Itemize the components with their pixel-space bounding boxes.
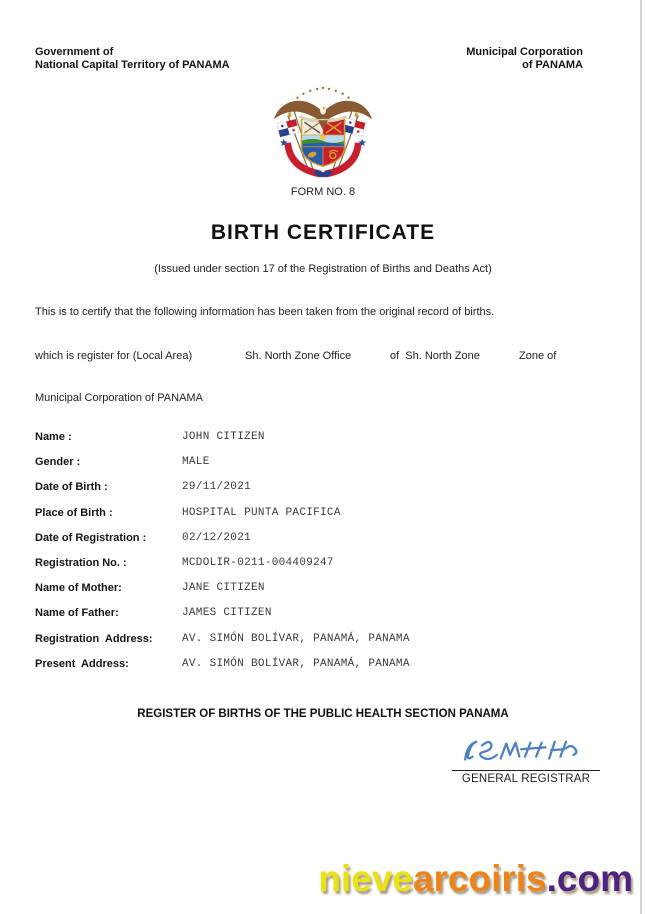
site-watermark bbox=[318, 858, 633, 900]
scan-edge-line bbox=[640, 0, 642, 914]
field-row-date-of-birth bbox=[35, 481, 616, 506]
register-line bbox=[0, 350, 646, 364]
field-value: 29/11/2021 bbox=[182, 481, 252, 494]
registrar-signature bbox=[454, 735, 594, 769]
field-label: Place of Birth : bbox=[35, 506, 113, 519]
field-value: JAMES CITIZEN bbox=[182, 607, 272, 620]
field-label: Present Address: bbox=[35, 657, 129, 670]
field-value: HOSPITAL PUNTA PACIFICA bbox=[182, 506, 341, 519]
field-value: JOHN CITIZEN bbox=[182, 431, 265, 443]
field-row-registration-no bbox=[35, 557, 616, 582]
register-zone-value: of Sh. North Zone bbox=[390, 350, 480, 362]
header-left-line2: National Capital Territory of PANAMA bbox=[35, 59, 230, 71]
field-label: Name of Father: bbox=[35, 607, 119, 620]
fields-section bbox=[35, 431, 616, 683]
signature-block bbox=[452, 735, 602, 785]
register-line-suffix: Zone of bbox=[519, 350, 557, 362]
header-left bbox=[35, 46, 230, 72]
field-label: Registration Address: bbox=[35, 632, 153, 645]
field-label: Date of Birth : bbox=[35, 481, 108, 494]
header-left-line1: Government of bbox=[35, 46, 114, 58]
watermark-part-1: nieve bbox=[318, 858, 413, 899]
corporation-line: Municipal Corporation of PANAMA bbox=[35, 392, 203, 404]
field-value: MALE bbox=[182, 456, 210, 469]
field-row-present-address bbox=[35, 658, 616, 683]
field-row-registration-address bbox=[35, 633, 616, 658]
certify-statement: This is to certify that the following information has been taken from the original record of births. bbox=[35, 306, 495, 318]
register-of-births-heading: REGISTER OF BIRTHS OF THE PUBLIC HEALTH SECTION PANAMA bbox=[137, 708, 509, 720]
document-title: BIRTH CERTIFICATE bbox=[210, 221, 436, 244]
field-row-name bbox=[35, 431, 616, 456]
field-value: AV. SIMÓN BOLÍVAR, PANAMÁ, PANAMA bbox=[182, 632, 410, 645]
field-label: Name : bbox=[35, 431, 72, 443]
field-label: Registration No. : bbox=[35, 556, 127, 569]
document-subtitle: (Issued under section 17 of the Registration of Births and Deaths Act) bbox=[154, 263, 492, 275]
field-row-father-name bbox=[35, 607, 616, 632]
header-right bbox=[466, 46, 583, 72]
field-value: 02/12/2021 bbox=[182, 531, 252, 544]
field-label: Name of Mother: bbox=[35, 582, 122, 595]
field-row-gender bbox=[35, 456, 616, 481]
header-right-line2: of PANAMA bbox=[522, 59, 583, 71]
watermark-part-3: .com bbox=[546, 858, 633, 899]
form-number: FORM NO. 8 bbox=[290, 186, 356, 198]
field-value: JANE CITIZEN bbox=[182, 582, 265, 595]
field-row-mother-name bbox=[35, 582, 616, 607]
field-value: AV. SIMÓN BOLÍVAR, PANAMÁ, PANAMA bbox=[182, 657, 410, 670]
signatory-title: GENERAL REGISTRAR bbox=[461, 773, 591, 785]
field-row-date-of-registration bbox=[35, 532, 616, 557]
header-right-line1: Municipal Corporation bbox=[466, 46, 583, 58]
panama-coat-of-arms-icon bbox=[264, 84, 382, 182]
register-line-prefix: which is register for (Local Area) bbox=[35, 350, 193, 362]
field-label: Gender : bbox=[35, 456, 81, 469]
watermark-part-2: arcoiris bbox=[412, 858, 547, 899]
field-row-place-of-birth bbox=[35, 507, 616, 532]
field-label: Date of Registration : bbox=[35, 531, 147, 544]
signature-line bbox=[452, 770, 600, 771]
register-office-value: Sh. North Zone Office bbox=[245, 350, 352, 362]
field-value: MCDOLIR-0211-004409247 bbox=[182, 556, 334, 569]
